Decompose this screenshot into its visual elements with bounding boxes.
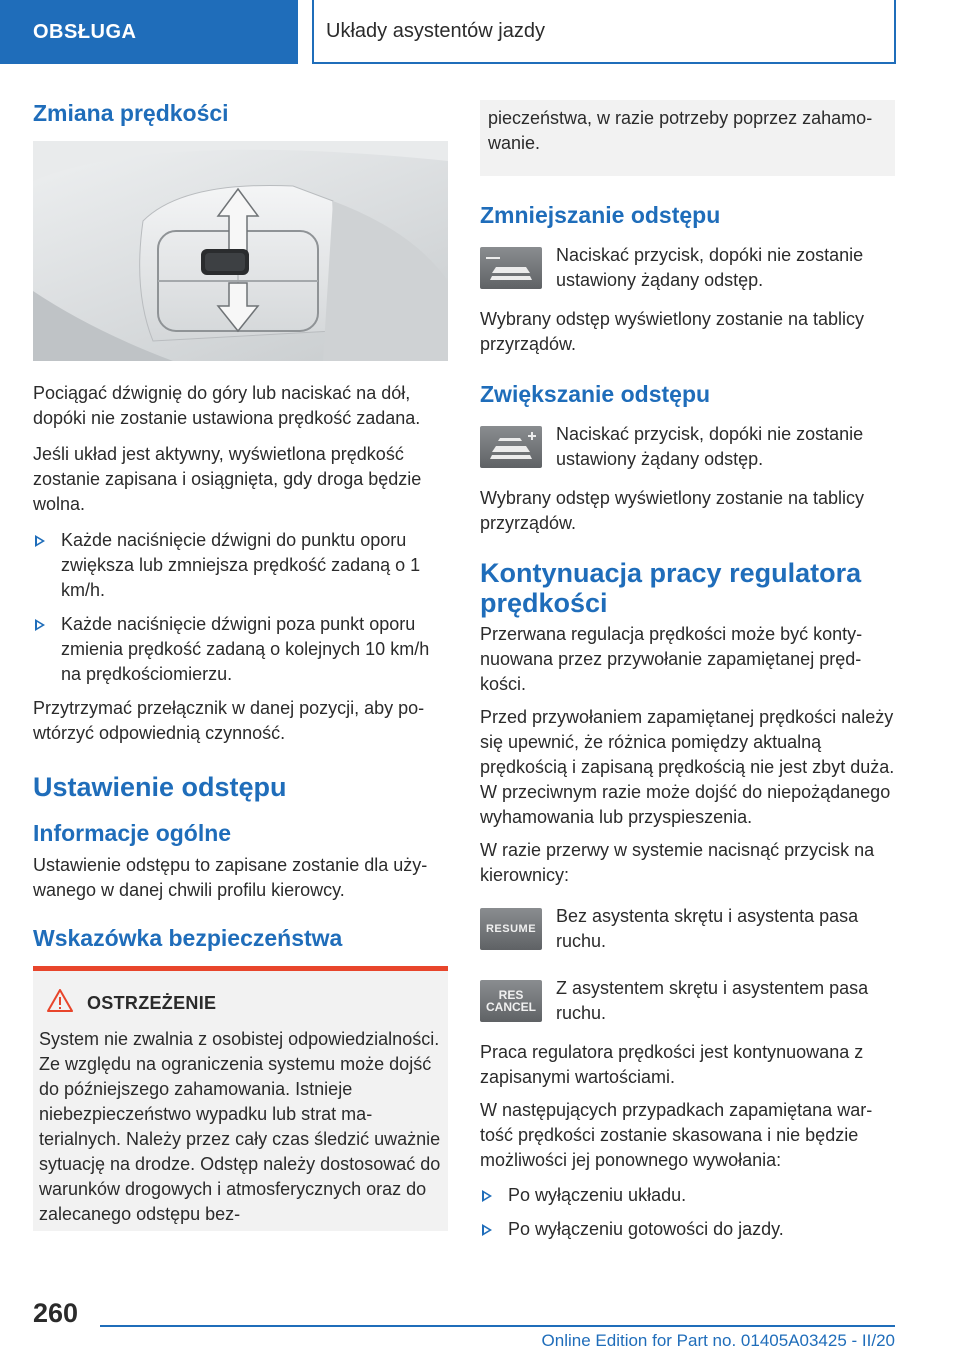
heading-distance-setting: Ustawienie odstępu: [33, 772, 287, 802]
decrease-distance-button-icon: [480, 247, 542, 289]
list-item: Po wyłączeniu układu.: [480, 1183, 895, 1208]
rescancel-text: Z asystentem skrętu i asystentem pasa ruchu.: [556, 978, 869, 1024]
right-column: [480, 100, 895, 1251]
paragraph-continue-2: Przed przywołaniem zapamiętanej prędkości należy się upewnić, że różnica pomiędzy aktualną prędkością i zapisaną prędkością nie jest zbyt duża. W przeciwnym razie może dojść do niepożądanego wyhamowania lub przyspieszenia.: [480, 707, 895, 828]
heading-general-info: Informacje ogólne: [33, 820, 232, 847]
heading-increase-distance: Zwiększanie odstępu: [480, 381, 711, 407]
increase-distance-row: [480, 422, 895, 472]
paragraph-lever-usage: Pociągać dźwignię do góry lub naciskać na dół, dopóki nie zostanie ustawiona prędkość zadana.: [33, 383, 421, 428]
warning-header: [39, 989, 442, 1017]
warning-box: [33, 966, 448, 1231]
paragraph-hold-switch: Przytrzymać przełącznik w danej pozycji, aby powtórzyć odpowiednią czynność.: [33, 698, 425, 743]
increase-distance-text: Naciskać przycisk, dopóki nie zostanie ustawiony żądany odstęp.: [556, 424, 864, 469]
footer-divider: [100, 1325, 895, 1327]
rescancel-label-line1: RES: [498, 988, 524, 1003]
section-tab: OBSŁUGA: [0, 0, 298, 64]
resume-text: Bez asystenta skrętu i asystenta pasa ruchu.: [556, 906, 859, 952]
page-number: 260: [33, 1298, 79, 1328]
paragraph-continue-4: Praca regulatora prędkości jest kontynuowana z zapisanymi wartościami.: [480, 1042, 864, 1088]
speed-bullet-list: [33, 528, 448, 687]
rescancel-button-icon: [480, 980, 542, 1022]
list-item: Każde naciśnięcie dźwigni poza punkt oporu zmienia prędkość zadaną o kolejnych 10 km/h na prędkościomierzu.: [33, 612, 448, 687]
cleared-conditions-list: [480, 1183, 895, 1242]
resume-button-icon: [480, 908, 542, 950]
heading-safety-note: Wskazówka bezpieczeństwa: [33, 925, 343, 952]
rescancel-row: [480, 976, 895, 1026]
resume-row: [480, 904, 895, 954]
heading-continue-cruise: Kontynuacja pracy regulatora prędkości: [480, 558, 862, 619]
paragraph-continue-5: W następujących przypadkach zapamiętana wartość prędkości zostanie skasowana i nie będzie możliwości jej ponownego wywołania:: [480, 1100, 873, 1171]
paragraph-continue-3: W razie przerwy w systemie nacisnąć przycisk na kierownicy:: [480, 840, 875, 886]
warning-box-continued: [480, 100, 895, 176]
decrease-distance-text: Naciskać przycisk, dopóki nie zostanie ustawiony żądany odstęp.: [556, 245, 864, 290]
left-column: [33, 100, 448, 1231]
resume-button-label: RESUME: [485, 923, 537, 936]
list-item: Po wyłączeniu gotowości do jazdy.: [480, 1217, 895, 1242]
footer-edition: Online Edition for Part no. 01405A03425 - II/20: [541, 1331, 895, 1350]
paragraph-continue-1: Przerwana regulacja prędkości może być kontynuowana przez przywołanie zapamiętanej prędkości.: [480, 624, 863, 695]
paragraph-speed-stored: Jeśli układ jest aktywny, wyświetlona prędkość zostanie zapisana i osiągnięta, gdy droga będzie wolna.: [33, 444, 422, 514]
steering-lever-illustration: [33, 141, 448, 361]
warning-title: OSTRZEŻENIE: [87, 992, 217, 1013]
decrease-distance-row: [480, 243, 895, 293]
list-item: Każde naciśnięcie dźwigni do punktu oporu zwiększa lub zmniejsza prędkość zadaną o 1 km/h.: [33, 528, 448, 603]
paragraph-distance-profile: Ustawienie odstępu to zapisane zostanie dla używanego w danej chwili profilu kierowcy.: [33, 855, 428, 901]
heading-speed-change: Zmiana prędkości: [33, 100, 229, 126]
increase-distance-button-icon: [480, 426, 542, 468]
warning-triangle-icon: [47, 989, 73, 1017]
warning-text: System nie zwalnia z osobistej odpowiedzialności. Ze względu na ograniczenia systemu może dojść do późniejszego zahamowania. Istnieje niebezpieczeństwo wypadku lub strat materialnych. Należy przez cały czas śledzić uważnie sytuację na drodze. Odstęp należy dostosować do warunków drogowych i atmosferycznych oraz do zalecanego odstępu bez-: [39, 1029, 441, 1225]
heading-decrease-distance: Zmniejszanie odstępu: [480, 202, 721, 228]
rescancel-label-line2: CANCEL: [486, 1000, 536, 1015]
increase-distance-result: Wybrany odstęp wyświetlony zostanie na tablicy przyrządów.: [480, 488, 865, 533]
steering-wheel-lever-image: [33, 141, 448, 361]
decrease-distance-result: Wybrany odstęp wyświetlony zostanie na tablicy przyrządów.: [480, 309, 865, 354]
warning-text-continued: pieczeństwa, w razie potrzeby poprzez zahamowanie.: [488, 108, 873, 153]
chapter-title: Układy asystentów jazdy: [312, 0, 896, 64]
rescancel-button-label: [486, 989, 536, 1013]
